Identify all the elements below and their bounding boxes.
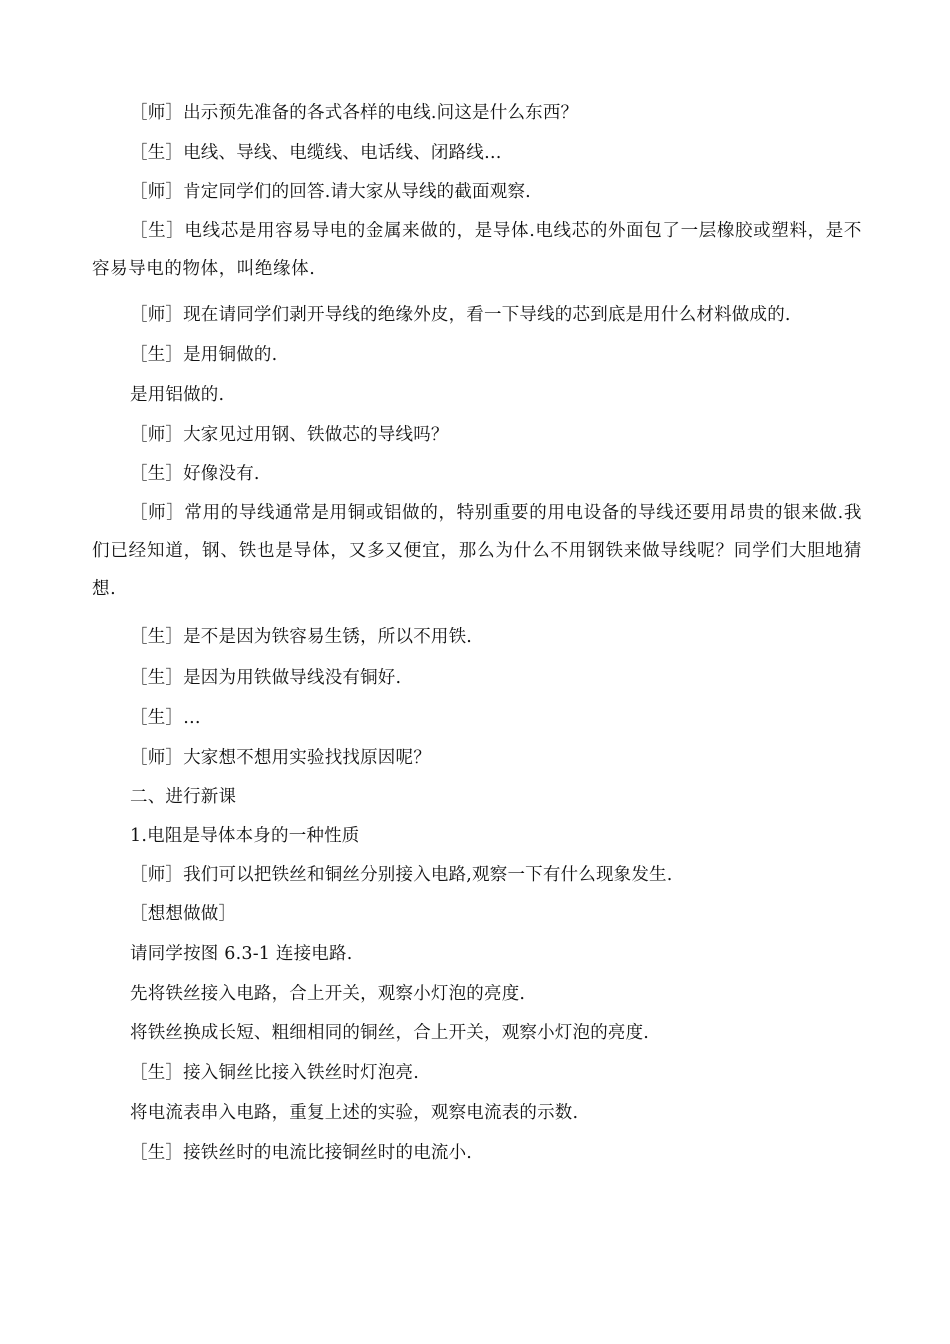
paragraph-teacher-strip-insulation: ［师］现在请同学们剥开导线的绝缘外皮，看一下导线的芯到底是用什么材料做成的.: [130, 305, 791, 325]
section-heading-new-lesson: 二、进行新课: [130, 787, 237, 807]
paragraph-student-not-as-good: ［生］是因为用铁做导线没有铜好.: [130, 668, 402, 688]
paragraph-teacher-steel-iron-question: ［师］大家见过用钢、铁做芯的导线吗？: [130, 425, 449, 445]
paragraph-teacher-shows-wires: ［师］出示预先准备的各式各样的电线.问这是什么东西？: [130, 103, 579, 123]
subheading-resistance-property: 1.电阻是导体本身的一种性质: [130, 826, 360, 846]
paragraph-think-and-do: ［想想做做］: [130, 904, 237, 924]
paragraph-student-copper-brighter: ［生］接入铜丝比接入铁丝时灯泡亮.: [130, 1063, 419, 1083]
paragraph-aluminum: 是用铝做的.: [130, 385, 225, 405]
paragraph-student-current-smaller: ［生］接铁丝时的电流比接铜丝时的电流小.: [130, 1143, 473, 1163]
paragraph-teacher-connect-wires: ［师］我们可以把铁丝和铜丝分别接入电路,观察一下有什么现象发生.: [130, 865, 673, 885]
paragraph-student-seems-not: ［生］好像没有.: [130, 464, 260, 484]
paragraph-teacher-experiment: ［师］大家想不想用实验找找原因呢？: [130, 748, 431, 768]
paragraph-student-conductor-insulator: ［生］电线芯是用容易导电的金属来做的，是导体.电线芯的外面包了一层橡胶或塑料，是不容易导电的物体，叫绝缘体.: [92, 221, 862, 279]
paragraph-iron-wire-step: 先将铁丝接入电路，合上开关，观察小灯泡的亮度.: [130, 984, 526, 1004]
paragraph-teacher-guess: ［师］常用的导线通常是用铜或铝做的，特别重要的用电设备的导线还要用昂贵的银来做.我们已经知道，钢、铁也是导体，又多又便宜，那么为什么不用钢铁来做导线呢？同学们大胆地猜想.: [92, 503, 862, 599]
paragraph-ammeter-step: 将电流表串入电路，重复上述的实验，观察电流表的示数.: [130, 1103, 579, 1123]
paragraph-copper-wire-step: 将铁丝换成长短、粗细相同的铜丝，合上开关，观察小灯泡的亮度.: [130, 1023, 650, 1043]
paragraph-connect-circuit: 请同学按图 6.3-1 连接电路.: [130, 944, 353, 964]
paragraph-student-ellipsis: ［生］…: [130, 708, 201, 728]
paragraph-student-rust: ［生］是不是因为铁容易生锈，所以不用铁.: [130, 627, 473, 647]
paragraph-teacher-cross-section: ［师］肯定同学们的回答.请大家从导线的截面观察.: [130, 182, 531, 202]
paragraph-student-copper: ［生］是用铜做的.: [130, 345, 278, 365]
paragraph-student-wire-types: ［生］电线、导线、电缆线、电话线、闭路线…: [130, 143, 502, 163]
